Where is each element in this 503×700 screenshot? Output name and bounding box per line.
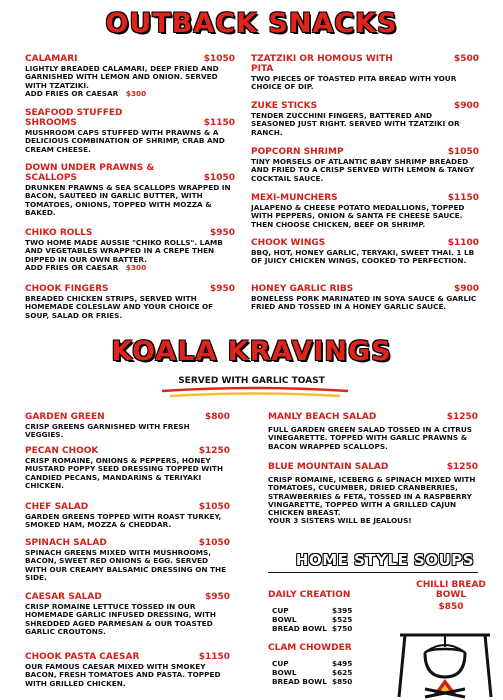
item-price: $1250 (446, 462, 478, 472)
item-price: $800 (204, 412, 230, 422)
item-description: SPINACH GREENS MIXED WITH MUSHROOMS, BACON, SWEET RED ONIONS & EGG. SERVED WITH OUR CREAMY BALSAMIC DRESSING ON THE SIDE. (25, 548, 227, 582)
item-price: $950 (204, 592, 230, 602)
item-description: FULL GARDEN GREEN SALAD TOSSED IN A CITRUS VINEGARETTE. TOPPED WITH GARLIC PRAWNS & BACON WRAPPED SCALLOPS. (268, 425, 473, 451)
outback-snacks-title: OUTBACK SNACKS (105, 8, 398, 39)
menu-item-chook-fingers (25, 284, 235, 320)
item-price: $500 (453, 54, 479, 64)
item-price: $1050 (447, 147, 479, 157)
campfire-pot-icon (395, 617, 495, 699)
item-name: MANLY BEACH SALAD (268, 412, 377, 422)
menu-item-seafood-shrooms (25, 108, 235, 154)
menu-item-prawns-scallops (25, 163, 235, 217)
item-name: SEAFOOD STUFFED SHROOMS (25, 108, 123, 128)
item-name: BLUE MOUNTAIN SALAD (268, 462, 389, 472)
item-price: $1100 (447, 238, 479, 248)
item-price: $1050 (203, 173, 235, 183)
add-price: $300 (125, 262, 147, 272)
item-name: SPINACH SALAD (25, 538, 107, 548)
item-description: TENDER ZUCCHINI FINGERS, BATTERED AND SEASONED JUST RIGHT. SERVED WITH TZATZIKI OR RANCH. (251, 111, 460, 137)
menu-item-manly-beach-salad (268, 412, 478, 451)
item-description: DRUNKEN PRAWNS & SEA SCALLOPS WRAPPED IN BACON, SAUTEED IN GARLIC BUTTER, WITH TOMATOES, ONIONS, TOPPED WITH MOZZA & BAKED. (25, 183, 231, 217)
koala-subtitle: SERVED WITH GARLIC TOAST (178, 376, 325, 386)
swoosh-decoration (160, 386, 350, 400)
item-price: $1150 (447, 193, 479, 203)
chilli-title: CHILLI BREAD BOWL (416, 580, 486, 600)
item-description: MUSHROOM CAPS STUFFED WITH PRAWNS & A DELICIOUS COMBINATION OF SHRIMP, CRAB AND CREAM CHEESE. (25, 128, 225, 154)
item-name: PECAN CHOOK (25, 446, 99, 456)
item-description: OUR FAMOUS CAESAR MIXED WITH SMOKEY BACON, FRESH TOMATOES AND PASTA. TOPPED WITH GRILLED CHICKEN. (25, 662, 221, 688)
soups-divider (268, 572, 478, 573)
item-description: BONELESS PORK MARINATED IN SOYA SAUCE & GARLIC FRIED AND TOSSED IN A HONEY GARLIC SAUCE. (251, 294, 477, 312)
menu-item-chook-pasta-caesar (25, 652, 230, 688)
item-name: HONEY GARLIC RIBS (251, 284, 354, 294)
soup-row: BREAD BOWL $850 (272, 677, 353, 686)
item-description: JALAPENO & CHEESE POTATO MEDALLIONS, TOPPED WITH PEPPERS, ONION & SANTA FE CHEESE SAUCE. THEN CHOOSE CHICKEN, BEEF OR SHRIMP. (251, 203, 465, 229)
menu-item-pecan-chook (25, 446, 230, 490)
menu-item-blue-mountain-salad (268, 462, 478, 526)
item-name: ZUKE STICKS (251, 101, 318, 111)
item-name: GARDEN GREEN (25, 412, 105, 422)
item-description: TWO HOME MADE AUSSIE "CHIKO ROLLS". LAMB AND VEGETABLES WRAPPED IN A CREPE THEN DIPPED IN OUR OWN BATTER. ADD FRIES OR CAESAR $300 (25, 238, 223, 272)
menu-item-spinach-salad (25, 538, 230, 582)
item-price: $900 (453, 101, 479, 111)
soup-row: BREAD BOWL $750 (272, 624, 353, 633)
clam-chowder-heading: CLAM CHOWDER (268, 643, 352, 653)
chilli-bread-bowl (408, 580, 494, 612)
item-name: MEXI-MUNCHERS (251, 193, 338, 203)
item-description: CRISP ROMAINE, ICEBERG & SPINACH MIXED WITH TOMATOES, CUCUMBER, DRIED CRANBERRIES, STRAWBERRIES & FETA, TOSSED IN A RASPBERRY VINGARETTE, TOPPED WITH A GRILLED CAJUN CHICKEN BREAST. YOUR 3 SISTERS WILL BE JEALOUS! (268, 475, 476, 526)
item-price: $1150 (198, 652, 230, 662)
item-description: CRISP ROMAINE LETTUCE TOSSED IN OUR HOMEMADE GARLIC INFUSED DRESSING, WITH SHREDDED AGED PARMESAN & OUR TOASTED GARLIC CROUTONS. (25, 602, 216, 636)
item-description: BBQ, HOT, HONEY GARLIC, TERYAKI, SWEET THAI. 1 LB OF JUICY CHICKEN WINGS, COOKED TO PERFECTION. (251, 248, 475, 266)
chilli-price: $850 (438, 602, 464, 612)
menu-item-popcorn-shrimp (251, 147, 479, 183)
item-name: POPCORN SHRIMP (251, 147, 344, 157)
soup-row: BOWL $525 (272, 615, 353, 624)
item-price: $900 (453, 284, 479, 294)
menu-item-tzatziki (251, 54, 479, 92)
item-price: $1050 (198, 502, 230, 512)
menu-item-garden-green (25, 412, 230, 440)
item-price: $1250 (198, 446, 230, 456)
item-name: CALAMARI (25, 54, 78, 64)
item-name: CAESAR SALAD (25, 592, 102, 602)
home-style-soups-title: HOME STYLE SOUPS (295, 551, 475, 569)
item-description: TINY MORSELS OF ATLANTIC BABY SHRIMP BREADED AND FRIED TO A CRISP SERVED WITH LEMON & TANGY COCKTAIL SAUCE. (251, 157, 475, 183)
item-price: $1250 (446, 412, 478, 422)
menu-item-chef-salad (25, 502, 230, 530)
item-description: CRISP ROMAINE, ONIONS & PEPPERS, HONEY MUSTARD POPPY SEED DRESSING TOPPED WITH CANDIED PECANS, MANDARINS & TERIYAKI CHICKEN. (25, 456, 224, 490)
item-name: CHOOK FINGERS (25, 284, 109, 294)
soup-row: CUP $495 (272, 659, 353, 668)
daily-creation-heading: DAILY CREATION (268, 590, 351, 600)
item-description: LIGHTLY BREADED CALAMARI, DEEP FRIED AND GARNISHED WITH LEMON AND ONION. SERVED WITH TZATZIKI. ADD FRIES OR CAESAR $300 (25, 64, 219, 98)
item-description: TWO PIECES OF TOASTED PITA BREAD WITH YOUR CHOICE OF DIP. (251, 74, 457, 92)
item-description: GARDEN GREENS TOPPED WITH ROAST TURKEY, SMOKED HAM, MOZZA & CHEDDAR. (25, 512, 222, 530)
menu-item-caesar-salad (25, 592, 230, 636)
menu-item-honey-garlic-ribs (251, 284, 479, 312)
menu-item-chook-wings (251, 238, 479, 266)
item-description: CRISP GREENS GARNISHED WITH FRESH VEGGIES. (25, 422, 190, 440)
item-price: $1150 (203, 118, 235, 128)
item-name: CHIKO ROLLS (25, 228, 93, 238)
item-name: CHEF SALAD (25, 502, 89, 512)
item-tagline: YOUR 3 SISTERS WILL BE JEALOUS! (268, 516, 412, 526)
menu-item-chiko-rolls (25, 228, 235, 272)
item-name: DOWN UNDER PRAWNS & SCALLOPS (25, 163, 155, 183)
add-price: $300 (125, 88, 147, 98)
menu-item-calamari (25, 54, 235, 98)
soup-row: BOWL $625 (272, 668, 353, 677)
item-price: $950 (209, 228, 235, 238)
koala-kravings-title: KOALA KRAVINGS (111, 336, 392, 367)
item-name: CHOOK PASTA CAESAR (25, 652, 140, 662)
menu-item-mexi-munchers (251, 193, 479, 229)
item-description: BREADED CHICKEN STRIPS, SERVED WITH HOMEMADE COLESLAW AND YOUR CHOICE OF SOUP, SALAD OR FRIES. (25, 294, 214, 320)
item-price: $950 (209, 284, 235, 294)
menu-item-zuke-sticks (251, 101, 479, 137)
item-price: $1050 (203, 54, 235, 64)
item-price: $1050 (198, 538, 230, 548)
item-name: TZATZIKI OR HOMOUS WITH PITA (251, 54, 393, 74)
item-name: CHOOK WINGS (251, 238, 326, 248)
soup-row: CUP $395 (272, 606, 353, 615)
